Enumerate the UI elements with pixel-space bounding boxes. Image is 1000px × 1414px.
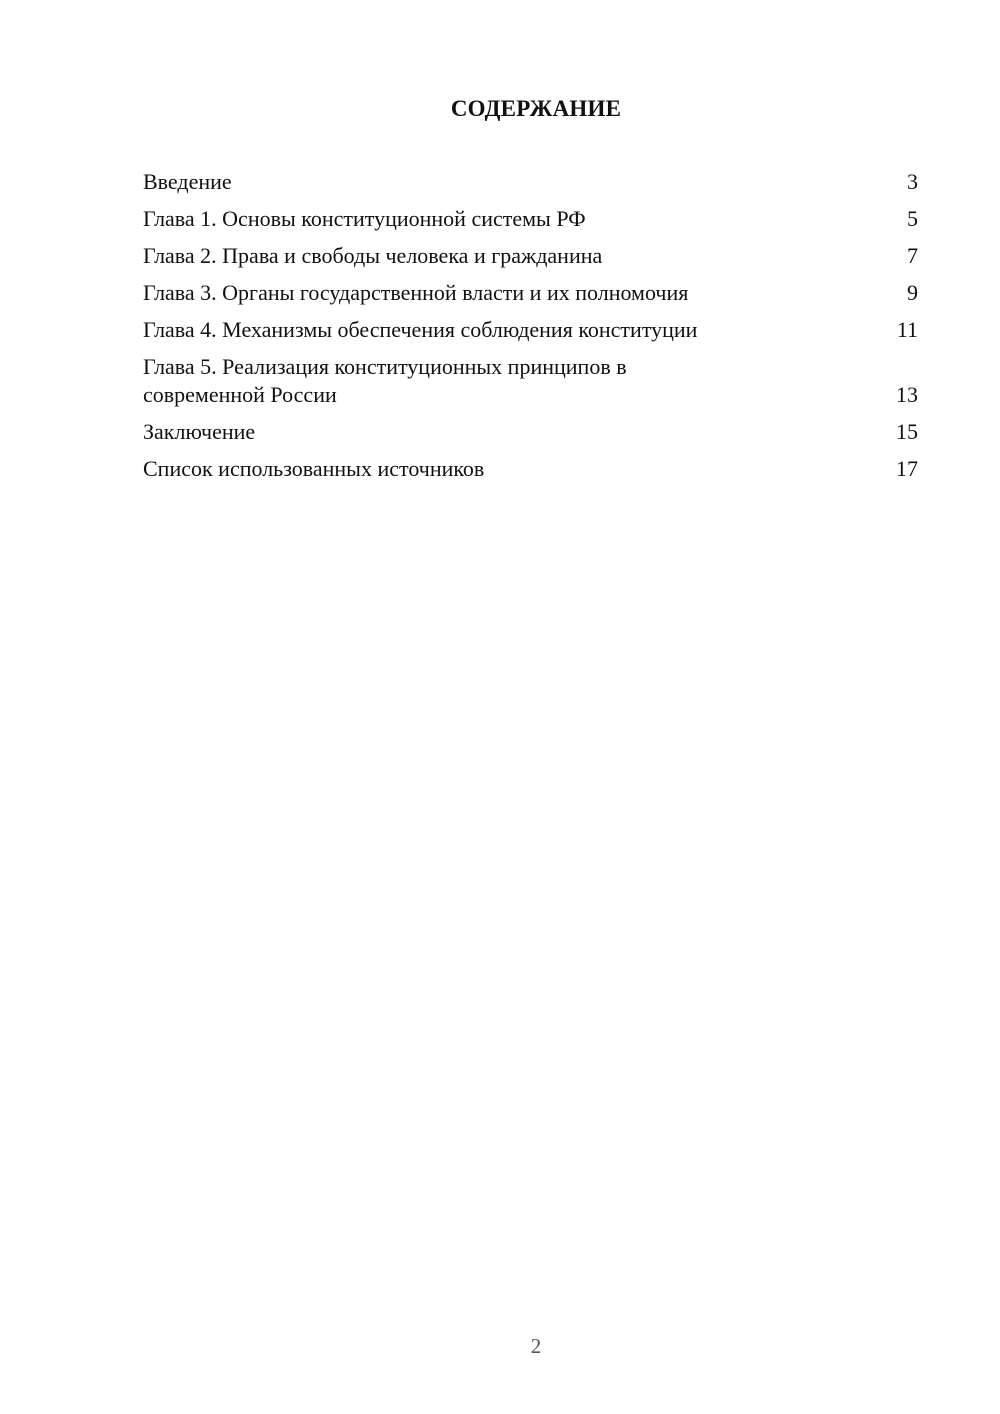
toc-item-label: Введение [143, 169, 232, 194]
toc-item-label: Глава 2. Права и свободы человека и гражданина [143, 243, 603, 268]
table-of-contents [143, 168, 918, 492]
toc-item-label: Глава 3. Органы государственной власти и их полномочия [143, 280, 689, 305]
toc-item-page: 5 [907, 206, 918, 231]
toc-item-page: 13 [896, 382, 918, 407]
toc-item-chapter-4 [143, 316, 918, 344]
toc-item-label: Глава 5. Реализация конституционных принципов в современной России [143, 354, 627, 407]
toc-item-introduction [143, 168, 918, 196]
toc-item-conclusion [143, 418, 918, 446]
page-number: 2 [530, 1334, 542, 1358]
toc-item-page: 17 [896, 456, 918, 481]
toc-item-chapter-2 [143, 242, 918, 270]
toc-item-page: 11 [896, 317, 918, 342]
toc-item-chapter-5 [143, 353, 918, 409]
toc-item-chapter-1 [143, 205, 918, 233]
toc-item-label: Глава 4. Механизмы обеспечения соблюдения конституции [143, 317, 698, 342]
toc-item-label: Глава 1. Основы конституционной системы РФ [143, 206, 586, 231]
toc-item-chapter-3 [143, 279, 918, 307]
toc-item-page: 9 [907, 280, 918, 305]
toc-item-label: Заключение [143, 419, 256, 444]
toc-title: СОДЕРЖАНИЕ [450, 96, 622, 121]
toc-item-references [143, 455, 918, 483]
toc-item-page: 15 [896, 419, 918, 444]
toc-item-page: 7 [907, 243, 918, 268]
toc-item-label: Список использованных источников [143, 456, 485, 481]
toc-item-page: 3 [907, 169, 918, 194]
